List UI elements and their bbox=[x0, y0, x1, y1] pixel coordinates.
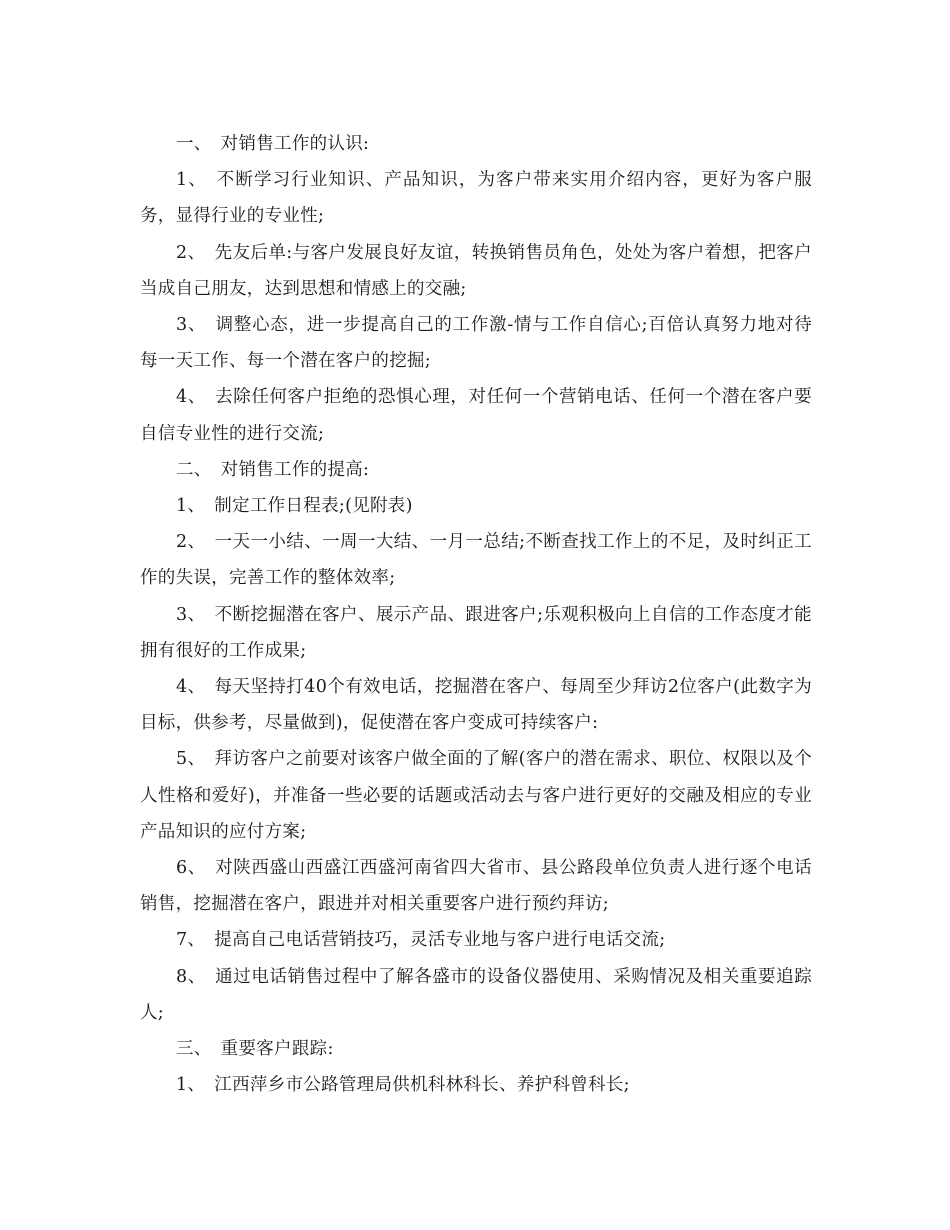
list-item: 2、 先友后单:与客户发展良好友谊，转换销售员角色，处处为客户着想，把客户当成自己朋友，达到思想和情感上的交融; bbox=[140, 242, 812, 299]
list-item: 4、 去除任何客户拒绝的恐惧心理，对任何一个营销电话、任何一个潜在客户要自信专业性的进行交流; bbox=[140, 387, 812, 444]
list-item: 6、 对陕西盛山西盛江西盛河南省四大省市、县公路段单位负责人进行逐个电话销售，挖掘潜在客户，跟进并对相关重要客户进行预约拜访; bbox=[140, 858, 812, 915]
section-heading-2: 二、 对销售工作的提高: bbox=[176, 459, 370, 480]
section-heading-1: 一、 对销售工作的认识: bbox=[176, 134, 370, 154]
list-item: 2、 一天一小结、一周一大结、一月一总结;不断查找工作上的不足，及时纠正工作的失误，完善工作的整体效率; bbox=[140, 532, 812, 589]
list-item: 3、 调整心态，进一步提高自己的工作激-情与工作自信心;百倍认真努力地对待每一天工作、每一个潜在客户的挖掘; bbox=[140, 315, 812, 372]
list-item: 1、 不断学习行业知识、产品知识，为客户带来实用介绍内容，更好为客户服务，显得行业的专业性; bbox=[140, 170, 812, 227]
list-item: 5、 拜访客户之前要对该客户做全面的了解(客户的潜在需求、职位、权限以及个人性格和爱好)，并准备一些必要的话题或活动去与客户进行更好的交融及相应的专业产品知识的应付方案; bbox=[140, 749, 812, 842]
list-item: 4、 每天坚持打40个有效电话，挖掘潜在客户、每周至少拜访2位客户(此数字为目标，供参考，尽量做到)，促使潜在客户变成可持续客户: bbox=[140, 677, 812, 734]
list-item: 1、 制定工作日程表;(见附表) bbox=[176, 496, 413, 517]
document-body bbox=[140, 126, 812, 1103]
list-item: 8、 通过电话销售过程中了解各盛市的设备仪器使用、采购情况及相关重要追踪人; bbox=[140, 966, 812, 1023]
section-heading-3: 三、 重要客户跟踪: bbox=[176, 1039, 334, 1060]
list-item: 7、 提高自己电话营销技巧，灵活专业地与客户进行电话交流; bbox=[176, 930, 666, 951]
list-item: 3、 不断挖掘潜在客户、展示产品、跟进客户;乐观积极向上自信的工作态度才能拥有很好的工作成果; bbox=[140, 604, 812, 661]
list-item: 1、 江西萍乡市公路管理局供机科林科长、养护科曾科长; bbox=[176, 1075, 630, 1096]
